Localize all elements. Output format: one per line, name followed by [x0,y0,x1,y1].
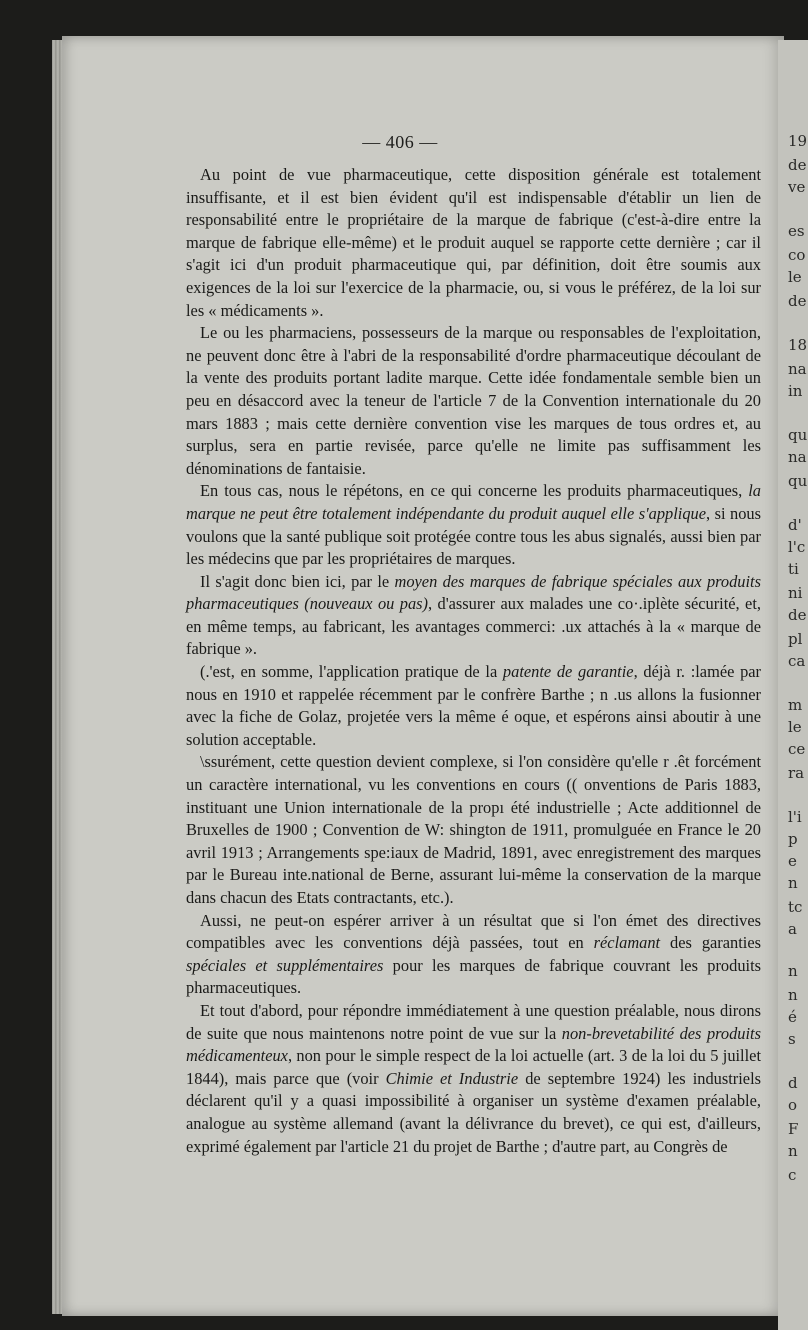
page-number: — 406 — [362,132,438,152]
facing-page-fragment: ve [788,178,806,196]
paragraph [186,661,761,751]
facing-page-fragment: na [788,360,807,378]
facing-page-fragment: es [788,222,805,240]
facing-page-fragment: ce [788,740,806,758]
facing-page-fragment: n [788,962,798,980]
facing-page-fragment: 19 [788,132,808,150]
facing-page-fragment: de [788,292,807,310]
facing-page-fragment: ra [788,764,805,782]
text-run: , déjà r. :lamée par nous en 1910 et rappelée récemment par le confrère Barthe ; n .us allons la fusionner avec la fiche de Golaz, projetée vers la même é oque, et espérons ainsi aboutir à une solution acceptable. [186,662,762,749]
facing-page-fragment: ni [788,584,803,602]
facing-page-fragment: d [788,1074,798,1092]
italic-text: non-brevetabilité des produits médicamenteux [186,1023,761,1066]
paragraph [186,164,761,322]
facing-page-fragment: de [788,156,807,174]
facing-page-fragment: c [788,1166,797,1184]
facing-page-fragment: a [788,920,797,938]
facing-page-fragment: pl [788,630,803,648]
facing-page-fragment: 18 [788,336,808,354]
facing-page-edge [778,40,808,1330]
text-run: pour les marques de fabrique couvrant les produits pharmaceutiques. [186,955,761,998]
paragraph [186,1000,761,1158]
facing-page-fragment: n [788,986,798,1004]
facing-page-fragment: n [788,1142,798,1160]
italic-text: réclamant [593,933,661,953]
text-run: , d'assurer aux malades une co·.iplète sécurité, et, en même temps, au fabricant, les avantages commerci: .ux attachés à la « marque de fabrique ». [186,594,761,659]
facing-page-fragment: d' [788,516,802,534]
text-run: Au point de vue pharmaceutique, cette disposition générale est totalement insuffisante, et il est bien évident qu'il est indispensable d'établir un lien de responsabilité entre le propriétaire de la marque de fabrique (c'est-à-dire entre la marque de fabrique elle-même) et le produit auquel se rapporte cette dernière ; car il s'agit ici d'un produit pharmaceutique qui, par définition, doit être soumis aux exigences de la loi sur l'exercice de la pharmacie, ou, si vous le préférez, de la loi sur les « médicaments ». [186,165,761,320]
text-run: de septembre 1924) les industriels déclarent qu'il y a quasi impossibilité à organiser un système d'examen préalable, analogue au système allemand (avant la délivrance du brevet), ce qui est, d'ailleurs, exprimé également par l'article 21 du projet de Barthe ; d'autre part, au Congrès de [186,1068,762,1156]
italic-text: la marque ne peut être totalement indépendante du produit auquel elle s'applique [186,481,761,523]
facing-page-fragment: co [788,246,806,264]
facing-page-fragment: ca [788,652,806,670]
italic-text: spéciales et supplémentaires [186,955,384,975]
body-text [186,164,761,1158]
facing-page-fragment: qu [788,426,808,444]
facing-page-fragment: é [788,1008,797,1026]
paragraph [186,322,761,480]
facing-page-fragment: le [788,718,802,736]
facing-page-fragment: F [788,1120,799,1138]
text-run: , si nous voulons que la santé publique soit protégée contre tous les abus signalés, aussi bien par les médecins que par les propriétaires de marques. [186,503,761,569]
paragraph [186,910,761,1000]
facing-page-fragment: l'i [788,808,802,826]
facing-page-fragment: m [788,696,803,714]
text-run: Aussi, ne peut-on espérer arriver à un résultat que si l'on émet des directives compatibles avec les conventions déjà passées, tout en [186,910,761,953]
text-run: Il s'agit donc bien ici, par le [200,571,395,591]
italic-text: moyen des marques de fabrique spéciales aux produits pharmaceutiques (nouveaux ou pas) [186,571,761,614]
italic-text: Chimie et Industrie [385,1068,519,1088]
text-run: \ssurément, cette question devient complexe, si l'on considère qu'elle r .êt forcément un caractère international, vu les conventions en cours (( onventions de Paris 1883, instituant une Union internationale de la propı été industrielle ; Acte additionnel de Bruxelles de 1900 ; Convention de W: shington de 1911, promulguée en France le 20 avril 1913 ; Arrangements spe:iaux de Madrid, 1891, avec enregistrement des marques par le Bureau inte.national de Berne, assurant lui-même la conservation de la marque dans chacun des Etats contractants, etc.). [186,752,761,907]
italic-text: patente de garantie [502,662,634,682]
text-run: Et tout d'abord, pour répondre immédiatement à une question préalable, nous dirons de suite que nous maintenons notre point de vue sur la [186,1000,761,1043]
facing-page-fragment: n [788,874,798,892]
facing-page-fragment: in [788,382,803,400]
facing-page-fragment: de [788,606,807,624]
facing-page-fragment: tc [788,898,803,916]
paragraph [186,480,761,570]
facing-page-fragment: e [788,852,797,870]
facing-page-fragment: l'c [788,538,806,556]
paragraph [186,751,761,909]
text-run: Le ou les pharmaciens, possesseurs de la marque ou responsables de l'exploitation, ne peuvent donc être à l'abri de la responsabilité d'ordre pharmaceutique découlant de la vente des produits portant ladite marque. Cette idée fondamentale semble bien un peu en désaccord avec la teneur de l'article 7 de la Convention internationale du 20 mars 1883 ; mais cette dernière convention vise les marques de tous ordres et, au surplus, sera en partie revisée, parce qu'elle ne limite pas suffisamment les dénominations de fantaisie. [186,323,761,478]
facing-page-fragment: p [788,830,798,848]
text-run: des garanties [660,933,761,953]
facing-page-fragment: le [788,268,802,286]
facing-page-fragment: qu [788,472,808,490]
facing-page-fragment: s [788,1030,796,1048]
text-run: , non pour le simple respect de la loi actuelle (art. 3 de la loi du 5 juillet 1844), mais parce que (voir [186,1046,761,1088]
facing-page-fragment: ti [788,560,799,578]
text-run: (.'est, en somme, l'application pratique de la [200,662,503,682]
paragraph [186,571,761,661]
facing-page-fragment: na [788,448,807,466]
text-run: En tous cas, nous le répétons, en ce qui concerne les produits pharmaceutiques, [200,481,749,501]
facing-page-fragment: o [788,1096,798,1114]
